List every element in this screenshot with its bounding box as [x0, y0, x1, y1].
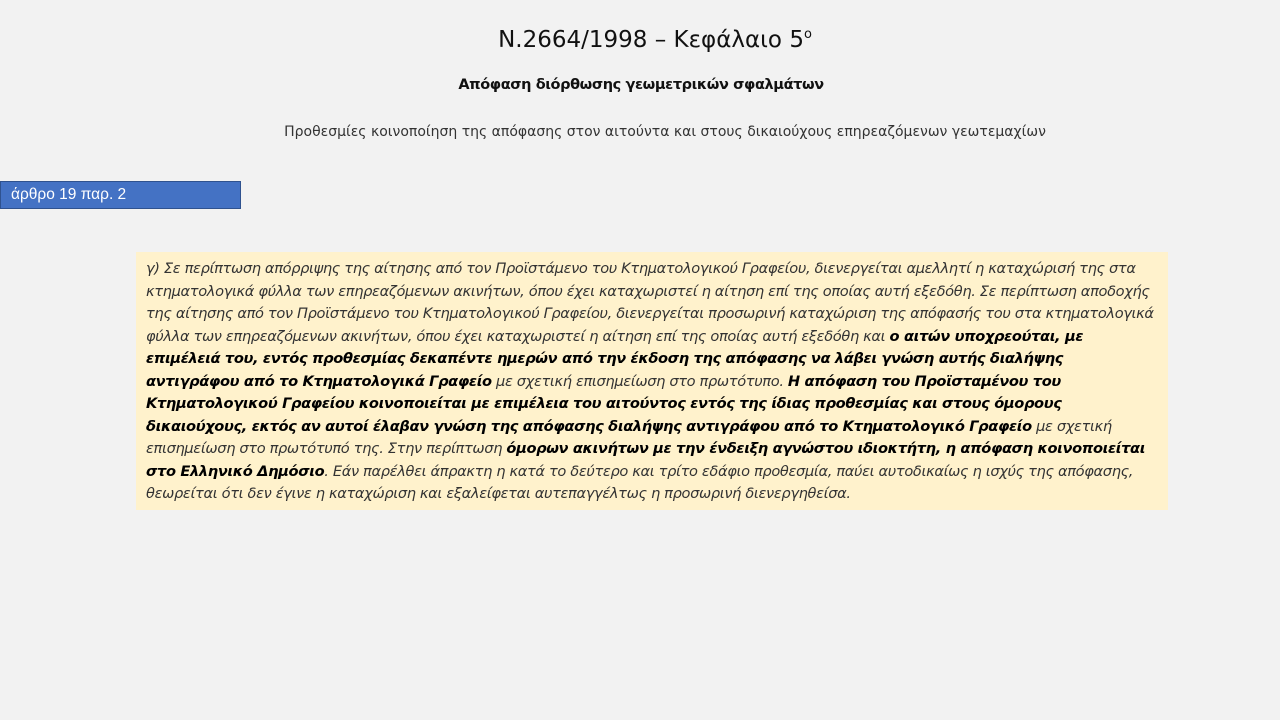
slide-title-text: Ν.2664/1998 – Κεφάλαιο 5	[498, 27, 804, 53]
law-text-segment: . Εάν παρέλθει άπρακτη η κατά το δεύτερο και τρίτο εδάφιο προθεσμία, παύει αυτοδικαίως η ισχύς της απόφασης, θεωρείται ότι δεν έγινε η καταχώριση και εξαλείφεται αυτεπαγγέλτως η προσωρινή διενεργηθείσα.	[146, 462, 1134, 502]
law-text-segment: με σχετική επισημείωση στο πρωτότυπο.	[491, 372, 788, 390]
slide-title	[0, 27, 1280, 53]
law-text-emphasis: όμορων ακινήτων με την ένδειξη αγνώστου ιδιοκτήτη, η απόφαση κοινοποιείται στο Ελληνικό Δημόσιο	[146, 440, 1146, 480]
law-text-paragraph	[146, 258, 1160, 506]
article-reference-tag: άρθρο 19 παρ. 2	[0, 181, 241, 209]
law-text-segment: γ) Σε περίπτωση απόρριψης της αίτησης από τον Προϊστάμενο του Κτηματολογικού Γραφείου, διενεργείται αμελλητί η καταχώρισή της στα κτηματολογικά φύλλα των επηρεαζόμενων ακινήτων, όπου έχει καταχωριστεί η αίτηση επί της οποίας αυτή εξεδόθη. Σε περίπτωση αποδοχής της αίτησης από τον Προϊστάμενο του Κτηματολογικού Γραφείου, διενεργείται προσωρινή καταχώριση της απόφασής του στα κτηματολογικά φύλλα των επηρεαζόμενων ακινήτων, όπου έχει καταχωριστεί η αίτηση επί της οποίας αυτή εξεδόθη και	[146, 260, 1154, 345]
law-text-segment: με σχετική επισημείωση στο πρωτότυπό της. Στην περίπτωση	[146, 417, 1112, 457]
law-text-emphasis: Η απόφαση του Προϊσταμένου του Κτηματολογικού Γραφείου κοινοποιείται με επιμέλεια του αιτούντος εντός της ίδιας προθεσμίας και στους όμορους δικαιούχους, εκτός αν αυτοί έλαβαν γνώση της απόφασης διαλήψης αντιγράφου από το Κτηματολογικό Γραφείο	[146, 372, 1062, 435]
slide-title-superscript: ο	[803, 27, 812, 42]
law-text-box	[136, 252, 1168, 510]
slide-subtitle: Απόφαση διόρθωσης γεωμετρικών σφαλμάτων	[458, 77, 824, 93]
law-text-emphasis: ο αιτών υποχρεούται, με επιμέλειά του, εντός προθεσμίας δεκαπέντε ημερών από την έκδοση της απόφασης να λάβει γνώση αυτής διαλήψης αντιγράφου από το Κτηματολογικά Γραφείο	[146, 327, 1084, 390]
slide-caption: Προθεσμίες κοινοποίηση της απόφασης στον αιτούντα και στους δικαιούχους επηρεαζόμενων γεωτεμαχίων	[284, 124, 1046, 140]
